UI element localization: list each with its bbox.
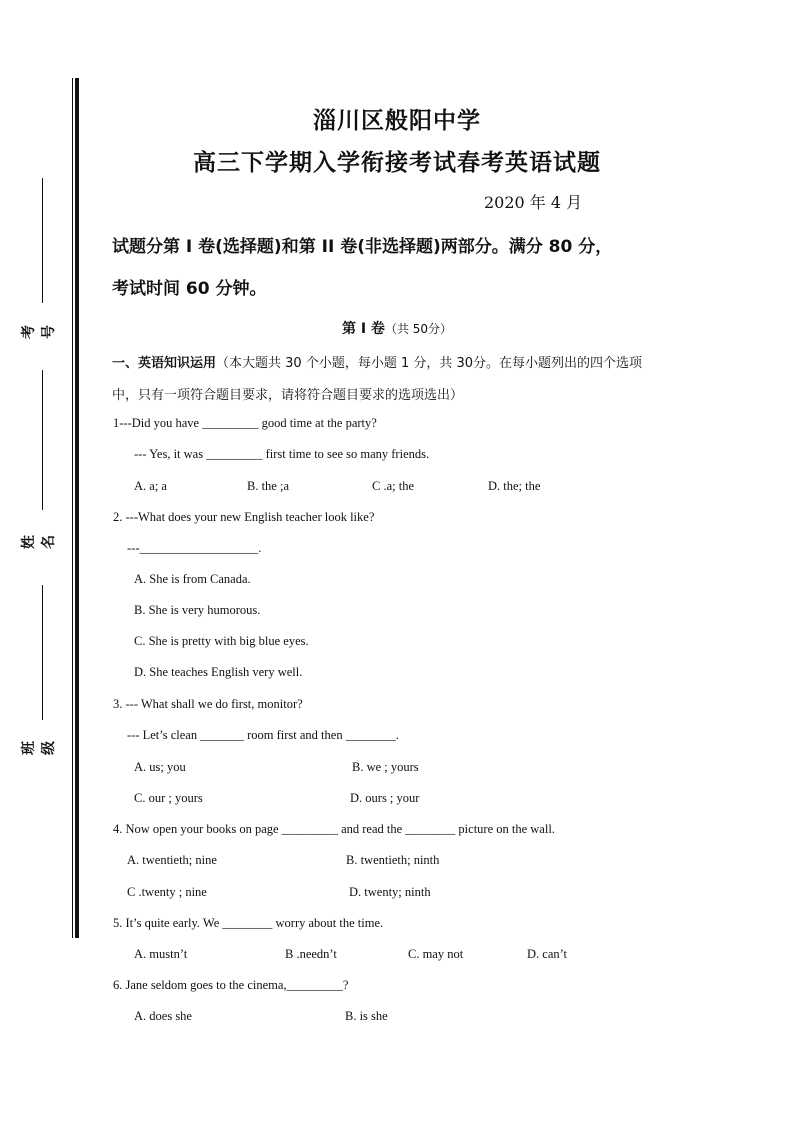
q3-stem: 3. --- What shall we do first, monitor? — [113, 697, 303, 711]
q2-stem: 2. ---What does your new English teacher look like? — [113, 510, 375, 524]
q3-answer-line: --- Let’s clean _______ room first and then ________. — [127, 728, 399, 742]
q3-option-b[interactable]: B. we ; yours — [352, 760, 419, 774]
q5-stem: 5. It’s quite early. We ________ worry about the time. — [113, 916, 384, 930]
part-1-note: （共 50分） — [384, 322, 453, 336]
section-1-heading: 一、英语知识运用 — [112, 356, 217, 371]
q5-option-c[interactable]: C. may not — [408, 947, 464, 961]
class-blank — [42, 585, 43, 720]
name-blank — [42, 370, 43, 510]
q3-option-c[interactable]: C. our ; yours — [134, 791, 203, 805]
exam-date: 2020 年 4 月 — [484, 193, 583, 212]
school-name: 淄川区般阳中学 — [313, 107, 481, 134]
q6-option-b[interactable]: B. is she — [345, 1009, 388, 1023]
q2-option-c[interactable]: C. She is pretty with big blue eyes. — [134, 634, 309, 648]
section-1-instructions-b: 中，只有一项符合题目要求，请将符合题目要求的选项选出） — [112, 388, 464, 403]
q2-answer-line: ---___________________. — [127, 541, 262, 555]
q1-option-b[interactable]: B. the ;a — [247, 479, 290, 493]
q4-option-b[interactable]: B. twentieth; ninth — [346, 853, 440, 867]
q2-option-a[interactable]: A. She is from Canada. — [134, 572, 251, 586]
intro-line-2: 考试时间 60 分钟。 — [112, 279, 267, 299]
binding-line — [75, 78, 79, 938]
intro-line-1: 试题分第 I 卷(选择题)和第 II 卷(非选择题)两部分。满分 80 分， — [112, 237, 613, 257]
class-label: 班级 — [21, 741, 57, 755]
section-1-instructions — [112, 352, 702, 371]
binding-line-thin — [72, 78, 73, 938]
exam-no-blank — [42, 178, 43, 303]
q1-option-c[interactable]: C .a; the — [372, 479, 415, 493]
q6-option-a[interactable]: A. does she — [134, 1009, 192, 1023]
q4-stem: 4. Now open your books on page _________ and read the ________ picture on the wall. — [113, 822, 555, 836]
q5-option-a[interactable]: A. mustn’t — [134, 947, 188, 961]
q5-option-d[interactable]: D. can’t — [527, 947, 568, 961]
q1-option-d[interactable]: D. the; the — [488, 479, 541, 493]
name-label: 姓名 — [21, 535, 57, 549]
part-1-title: 第 I 卷 — [341, 321, 385, 337]
q1-stem: 1---Did you have _________ good time at the party? — [113, 416, 377, 430]
part-1-heading — [0, 318, 794, 338]
q3-option-a[interactable]: A. us; you — [134, 760, 186, 774]
q5-option-b[interactable]: B .needn’t — [285, 947, 337, 961]
exam-no-label: 考号 — [21, 325, 57, 339]
q1-option-a[interactable]: A. a; a — [134, 479, 167, 493]
q4-option-a[interactable]: A. twentieth; nine — [127, 853, 217, 867]
q1-answer-line: --- Yes, it was _________ first time to see so many friends. — [134, 447, 430, 461]
exam-title: 高三下学期入学衔接考试春考英语试题 — [193, 149, 601, 176]
q6-stem: 6. Jane seldom goes to the cinema,_________? — [113, 978, 349, 992]
q3-option-d[interactable]: D. ours ; your — [350, 791, 420, 805]
q2-option-b[interactable]: B. She is very humorous. — [134, 603, 261, 617]
q4-option-d[interactable]: D. twenty; ninth — [349, 885, 431, 899]
q4-option-c[interactable]: C .twenty ; nine — [127, 885, 207, 899]
q2-option-d[interactable]: D. She teaches English very well. — [134, 665, 303, 679]
section-1-instructions-a: （本大题共 30 个小题，每小题 1 分，共 30分。在每小题列出的四个选项 — [216, 356, 643, 371]
